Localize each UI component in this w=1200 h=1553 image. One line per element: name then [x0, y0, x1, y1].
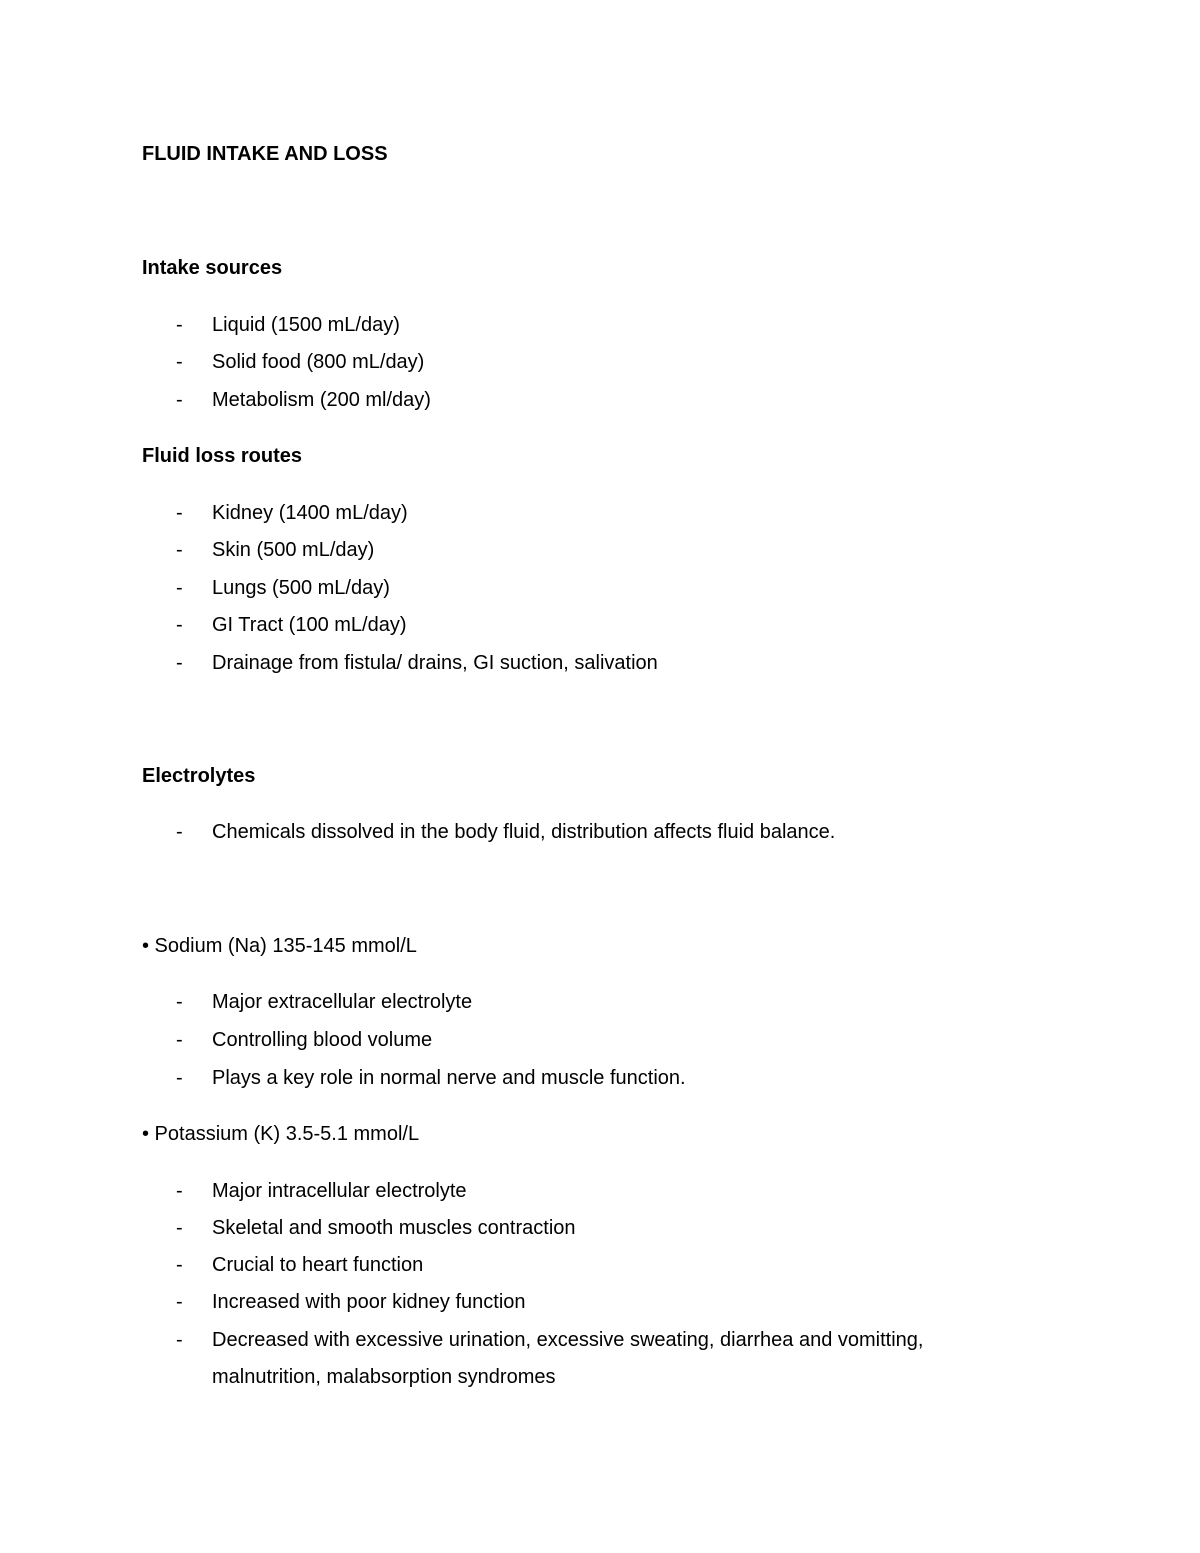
list-item: Kidney (1400 mL/day)	[212, 502, 408, 524]
list-item: Lungs (500 mL/day)	[212, 577, 390, 599]
list-item: Chemicals dissolved in the body fluid, distribution affects fluid balance.	[212, 821, 836, 843]
list-dash: -	[176, 1217, 183, 1239]
list-dash: -	[176, 502, 183, 524]
list-dash: -	[176, 1029, 183, 1051]
potassium-heading: • Potassium (K) 3.5-5.1 mmol/L	[142, 1123, 420, 1145]
sodium-heading: • Sodium (Na) 135-145 mmol/L	[142, 935, 417, 957]
section-heading-intake: Intake sources	[142, 257, 283, 279]
list-item: Plays a key role in normal nerve and muscle function.	[212, 1067, 686, 1089]
list-item: Major intracellular electrolyte	[212, 1180, 467, 1202]
list-item-continuation: malnutrition, malabsorption syndromes	[212, 1366, 556, 1388]
list-dash: -	[176, 1254, 183, 1276]
list-item: Metabolism (200 ml/day)	[212, 389, 431, 411]
list-dash: -	[176, 652, 183, 674]
list-dash: -	[176, 539, 183, 561]
list-dash: -	[176, 389, 183, 411]
list-item: Crucial to heart function	[212, 1254, 424, 1276]
list-item: Skin (500 mL/day)	[212, 539, 375, 561]
list-item: Skeletal and smooth muscles contraction	[212, 1217, 576, 1239]
list-dash: -	[176, 1180, 183, 1202]
list-dash: -	[176, 1067, 183, 1089]
list-item: Liquid (1500 mL/day)	[212, 314, 400, 336]
list-item: GI Tract (100 mL/day)	[212, 614, 407, 636]
section-heading-electrolytes: Electrolytes	[142, 765, 256, 787]
list-dash: -	[176, 1329, 183, 1351]
list-dash: -	[176, 351, 183, 373]
list-dash: -	[176, 821, 183, 843]
list-item: Increased with poor kidney function	[212, 1291, 526, 1313]
list-dash: -	[176, 614, 183, 636]
list-item: Solid food (800 mL/day)	[212, 351, 425, 373]
page-title: FLUID INTAKE AND LOSS	[142, 143, 388, 165]
list-item: Controlling blood volume	[212, 1029, 433, 1051]
list-dash: -	[176, 577, 183, 599]
section-heading-loss: Fluid loss routes	[142, 445, 303, 467]
list-item: Decreased with excessive urination, excessive sweating, diarrhea and vomitting,	[212, 1329, 924, 1351]
list-item: Drainage from fistula/ drains, GI suction, salivation	[212, 652, 658, 674]
list-dash: -	[176, 314, 183, 336]
list-item: Major extracellular electrolyte	[212, 991, 473, 1013]
list-dash: -	[176, 1291, 183, 1313]
list-dash: -	[176, 991, 183, 1013]
